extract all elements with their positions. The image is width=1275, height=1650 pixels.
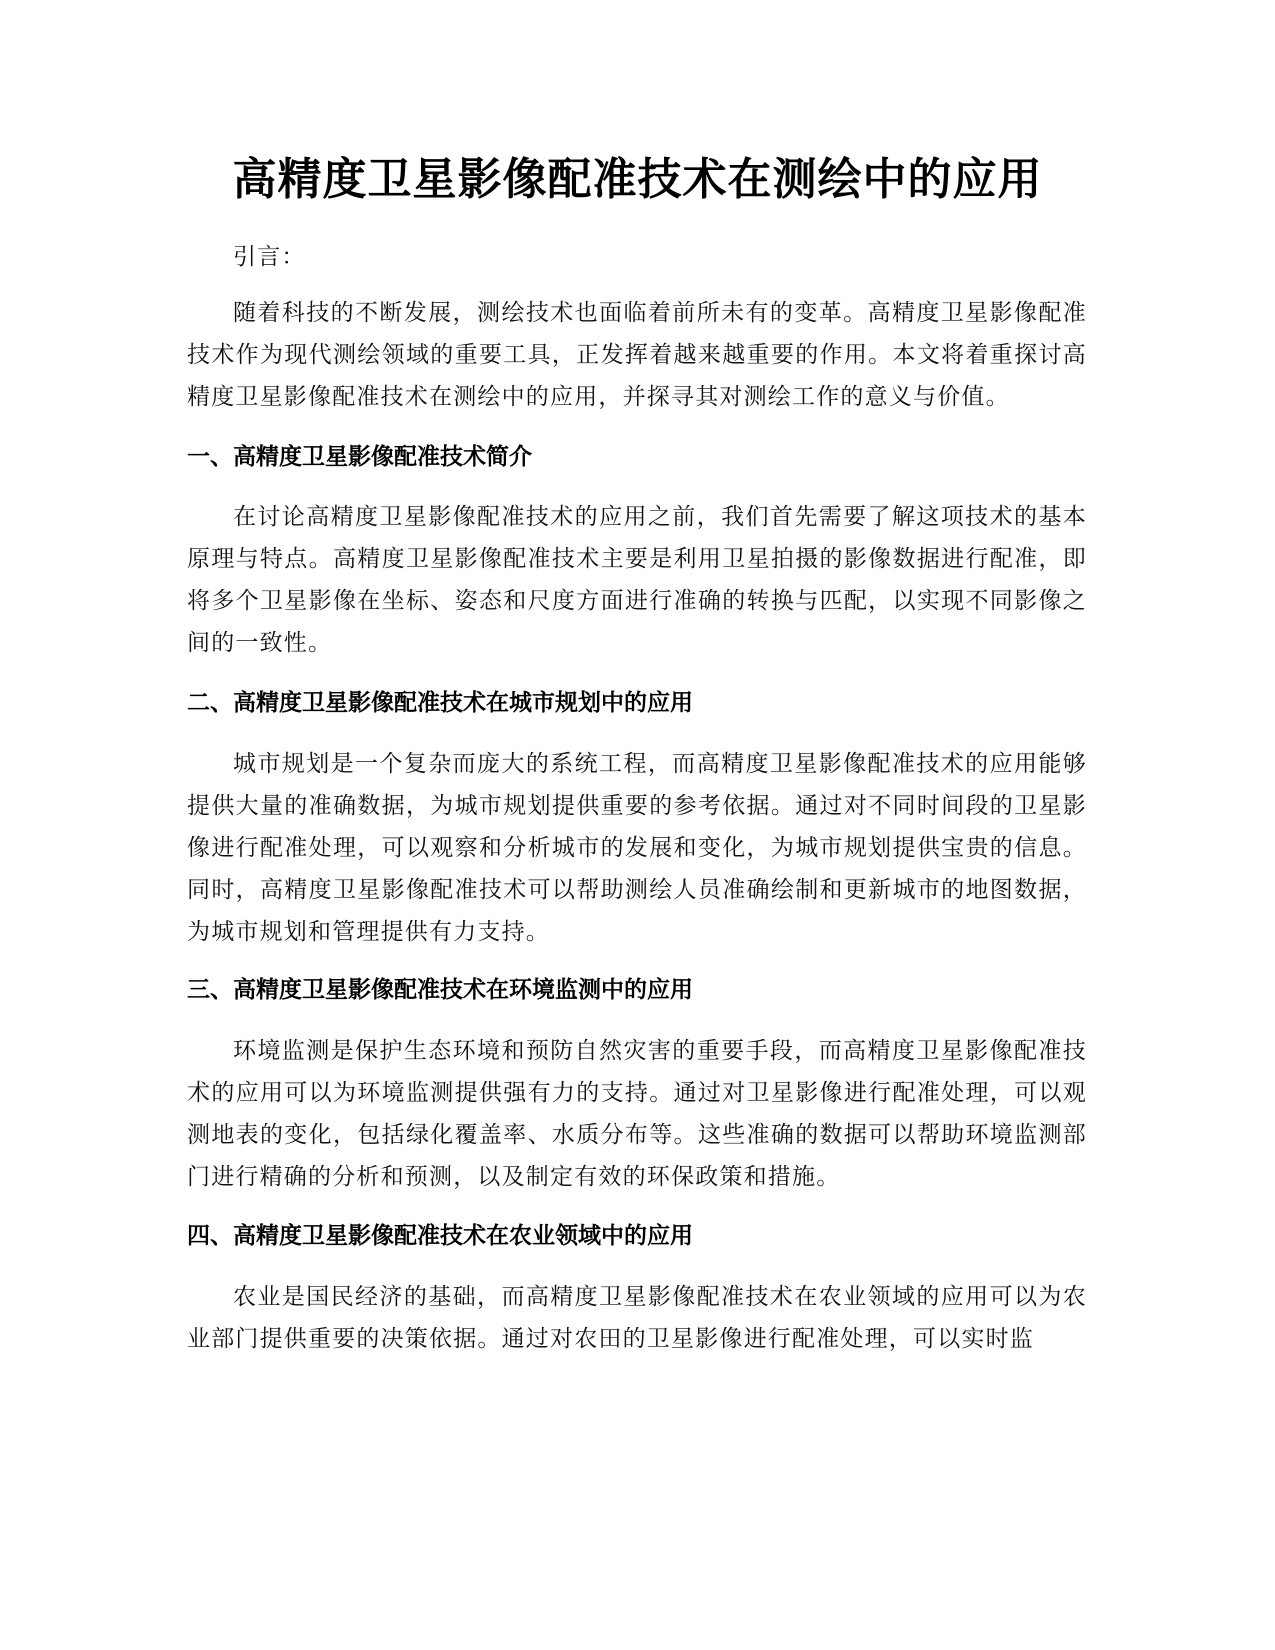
- document-title: 高精度卫星影像配准技术在测绘中的应用: [232, 154, 1043, 205]
- intro-label: 引言：: [233, 244, 306, 270]
- section-1-heading: 一、高精度卫星影像配准技术简介: [187, 444, 532, 470]
- section-3-heading: 三、高精度卫星影像配准技术在环境监测中的应用: [187, 977, 693, 1003]
- section-2-paragraph: 城市规划是一个复杂而庞大的系统工程，而高精度卫星影像配准技术的应用能够提供大量的准确数据，为城市规划提供重要的参考依据。通过对不同时间段的卫星影像进行配准处理，可以观察和分析城市的发展和变化，为城市规划提供宝贵的信息。同时，高精度卫星影像配准技术可以帮助测绘人员准确绘制和更新城市的地图数据，为城市规划和管理提供有力支持。: [187, 751, 1087, 945]
- section-3-paragraph: 环境监测是保护生态环境和预防自然灾害的重要手段，而高精度卫星影像配准技术的应用可以为环境监测提供强有力的支持。通过对卫星影像进行配准处理，可以观测地表的变化，包括绿化覆盖率、水质分布等。这些准确的数据可以帮助环境监测部门进行精确的分析和预测，以及制定有效的环保政策和措施。: [187, 1038, 1087, 1190]
- section-2-heading: 二、高精度卫星影像配准技术在城市规划中的应用: [187, 690, 693, 716]
- section-1-paragraph: 在讨论高精度卫星影像配准技术的应用之前，我们首先需要了解这项技术的基本原理与特点。高精度卫星影像配准技术主要是利用卫星拍摄的影像数据进行配准，即将多个卫星影像在坐标、姿态和尺度方面进行准确的转换与匹配，以实现不同影像之间的一致性。: [187, 504, 1087, 656]
- intro-paragraph: 随着科技的不断发展，测绘技术也面临着前所未有的变革。高精度卫星影像配准技术作为现代测绘领域的重要工具，正发挥着越来越重要的作用。本文将着重探讨高精度卫星影像配准技术在测绘中的应用，并探寻其对测绘工作的意义与价值。: [187, 300, 1087, 410]
- section-4-paragraph: 农业是国民经济的基础，而高精度卫星影像配准技术在农业领域的应用可以为农业部门提供重要的决策依据。通过对农田的卫星影像进行配准处理，可以实时监: [187, 1284, 1087, 1352]
- section-4-heading: 四、高精度卫星影像配准技术在农业领域中的应用: [187, 1223, 693, 1249]
